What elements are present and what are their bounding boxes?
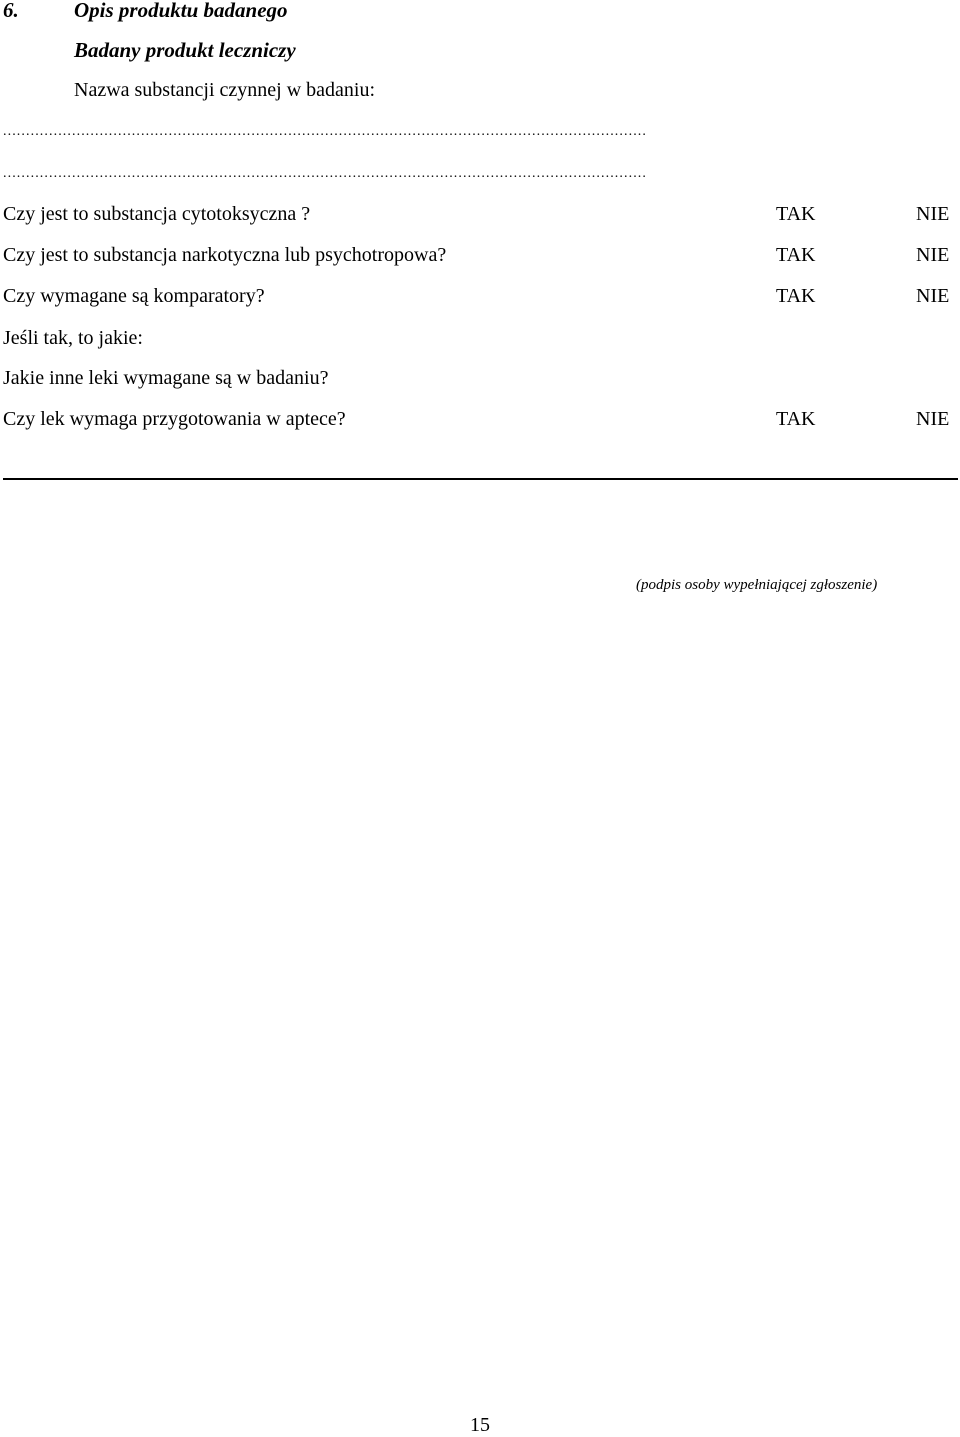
question-comparators: Czy wymagane są komparatory? xyxy=(3,285,265,307)
page-number: 15 xyxy=(470,1414,490,1436)
answer-no-pharmacy[interactable]: NIE xyxy=(916,408,950,430)
answer-yes-pharmacy[interactable]: TAK xyxy=(776,408,816,430)
answer-no-comparators[interactable]: NIE xyxy=(916,285,950,307)
answer-no-cytotoxic[interactable]: NIE xyxy=(916,203,950,225)
section-number: 6. xyxy=(3,0,19,22)
answer-yes-cytotoxic[interactable]: TAK xyxy=(776,203,816,225)
section-title: Opis produktu badanego xyxy=(74,0,288,22)
substance-name-dots-line-1: ............................................................................................................................................ xyxy=(3,124,647,139)
question-comparators-which: Jeśli tak, to jakie: xyxy=(3,327,143,349)
question-other-drugs: Jakie inne leki wymagane są w badaniu? xyxy=(3,367,329,389)
answer-yes-comparators[interactable]: TAK xyxy=(776,285,816,307)
question-cytotoxic: Czy jest to substancja cytotoksyczna ? xyxy=(3,203,311,225)
substance-name-dots-line-2: ............................................................................................................................................ xyxy=(3,166,647,181)
question-narcotic: Czy jest to substancja narkotyczna lub psychotropowa? xyxy=(3,244,447,266)
answer-yes-narcotic[interactable]: TAK xyxy=(776,244,816,266)
section-subtitle: Badany produkt leczniczy xyxy=(74,38,296,62)
substance-name-label: Nazwa substancji czynnej w badaniu: xyxy=(74,79,376,101)
answer-no-narcotic[interactable]: NIE xyxy=(916,244,950,266)
question-pharmacy-preparation: Czy lek wymaga przygotowania w aptece? xyxy=(3,408,346,430)
section-divider xyxy=(3,478,958,480)
signature-caption: (podpis osoby wypełniającej zgłoszenie) xyxy=(636,577,878,593)
